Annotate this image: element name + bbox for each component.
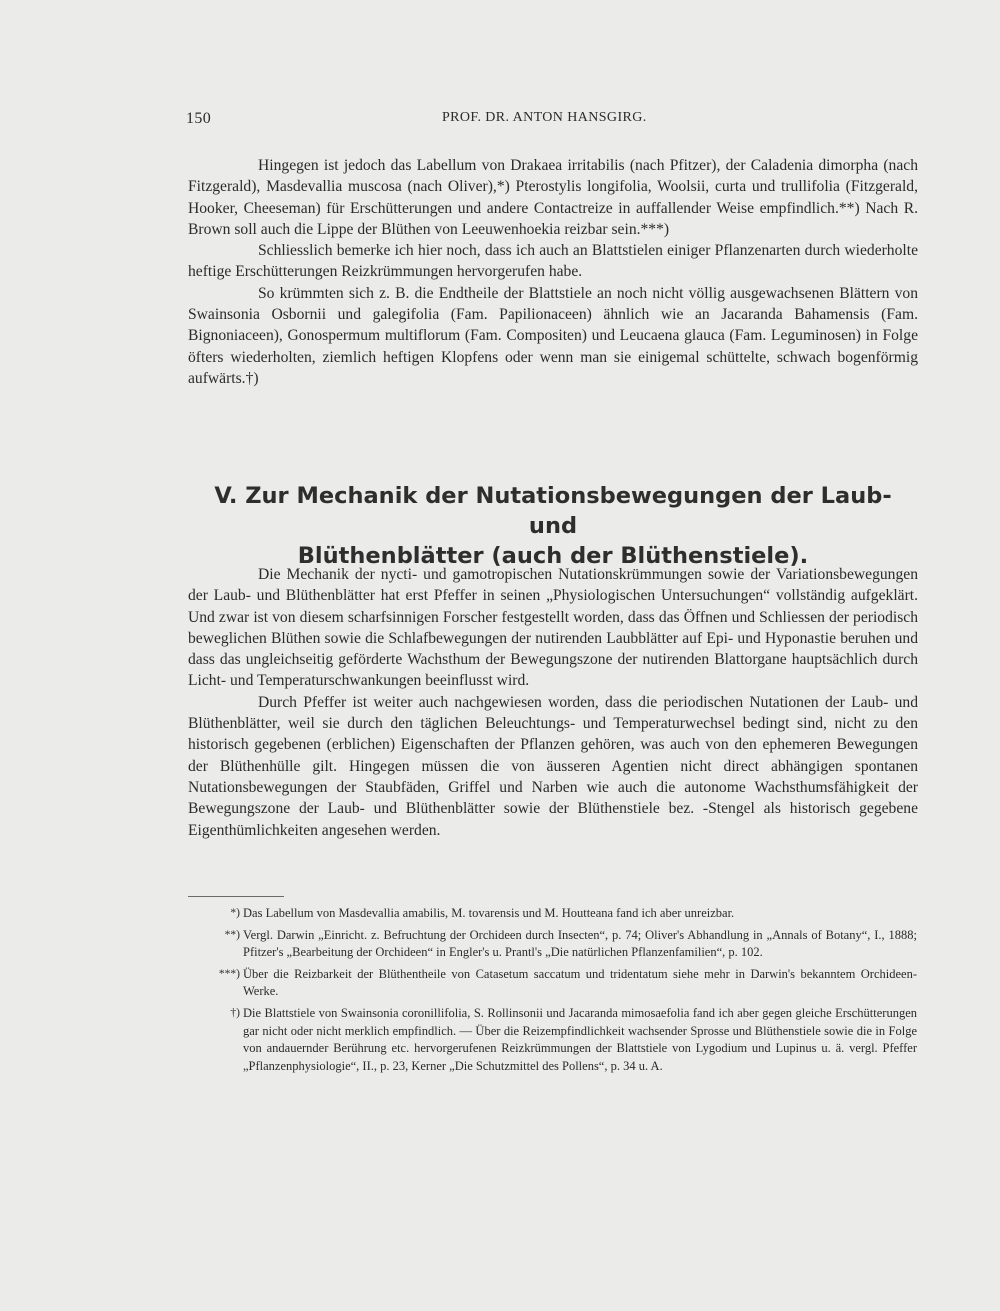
footnote (212, 1005, 917, 1075)
footnote (212, 966, 917, 1001)
paragraph: Durch Pfeffer ist weiter auch nachgewiesen worden, dass die periodischen Nutationen der Laub- und Blüthenblätter, weil sie durch den täglichen Beleuchtungs- und Temperaturwechsel bedingt sind, nicht zu den historisch gegebenen (erblichen) Eigenschaften der Pflanzen gehören, was auch von den ephemeren Bewegungen der Blüthenhülle gilt. Hingegen müssen die von äusseren Agentien nicht direct abhängigen spontanen Nutationsbewegungen der Staubfäden, Griffel und Narben wie auch die autonome Wachsthumsfähigkeit der Bewegungszone der Laub- und Blüthenblätter sowie der Blüthenstiele bez. -Stengel als historisch gegebene Eigenthümlichkeiten angesehen werden. (188, 693, 918, 839)
footnote (212, 927, 917, 962)
footnote-mark: ***) (218, 967, 240, 980)
footnote-mark: †) (230, 1006, 240, 1019)
footnote-mark: *) (230, 907, 240, 919)
page-header (186, 108, 920, 132)
paragraph: Die Mechanik der nycti- und gamotropischen Nutationskrümmungen sowie der Variationsbewegungen der Laub- und Blüthenblätter hat erst Pfeffer in seinen „Physiologischen Untersuchungen“ vollständig aufgeklärt. Und zwar ist von diesem scharfsinnigen Forscher festgestellt worden, dass das Öffnen und Schliessen der periodisch beweglichen Blüthen sowie die Schlafbewegungen der nutirenden Laubblätter auf Epi- und Hyponastie beruhen und dass das ungleichseitig geförderte Wachsthum der Bewegungszone der nutirenden Blattorgane hauptsächlich durch Licht- und Temperaturschwankungen beeinflusst wird. (188, 566, 918, 690)
footnote-text: Über die Reizbarkeit der Blüthentheile von Catasetum saccatum und tridentatum siehe mehr in Darwin's bekanntem Orchideen-Werke. (243, 966, 917, 999)
section-heading-line-2: Blüthenblätter (auch der Blüthenstiele). (297, 543, 809, 569)
section-heading (198, 481, 908, 571)
paragraph: So krümmten sich z. B. die Endtheile der Blattstiele an noch nicht völlig ausgewachsenen Blättern von Swainsonia Osbornii und galegifolia (Fam. Papilionaceen) ähnlich wie an Jacaranda Bahamensis (Fam. Bignoniaceen), Gonospermum multiflorum (Fam. Compositen) und Leucaena glauca (Fam. Leguminosen) in Folge öfters wiederholten, ziemlich heftigen Klopfens oder wenn man sie einigemal schüttelte, schwach bogenförmig aufwärts.†) (188, 284, 918, 387)
page-number: 150 (186, 110, 212, 127)
footnote (212, 905, 917, 923)
footnote-text: Vergl. Darwin „Einricht. z. Befruchtung der Orchideen durch Insecten“, p. 74; Oliver's Abhandlung in „Annals of Botany“, I., 1888; Pfitzer's „Bearbeitung der Orchideen“ in Engler's u. Prantl's „Die natürlichen Pflanzenfamilien“, p. 102. (243, 927, 917, 960)
section-heading-line-1: V. Zur Mechanik der Nutationsbewegungen der Laub- und (214, 483, 892, 539)
paragraph: Hingegen ist jedoch das Labellum von Drakaea irritabilis (nach Pfitzer), der Caladenia dimorpha (nach Fitzgerald), Masdevallia muscosa (nach Oliver),*) Pterostylis longifolia, Woolsii, curta und trullifolia (Fitzgerald, Hooker, Cheeseman) für Erschütterungen und andere Contactreize in auffallender Weise empfindlich.**) Nach R. Brown soll auch die Lippe der Blüthen von Leeuwenhoekia reizbar sein.***) (188, 157, 918, 238)
running-head: PROF. DR. ANTON HANSGIRG. (442, 110, 647, 125)
footnote-divider (188, 896, 284, 897)
footnote-text: Das Labellum von Masdevallia amabilis, M. tovarensis und M. Houtteana fand ich aber unreizbar. (243, 906, 735, 920)
paragraph: Schliesslich bemerke ich hier noch, dass ich auch an Blattstielen einiger Pflanzenarten durch wiederholte heftige Erschütterungen Reizkrümmungen hervorgerufen habe. (188, 242, 918, 281)
footnote-text: Die Blattstiele von Swainsonia coronillifolia, S. Rollinsonii und Jacaranda mimosaefolia fand ich aber gegen gleiche Erschütterungen gar nicht oder nicht merklich empfindlich. — Über die Reizempfindlichkeit wachsender Sprosse und Blüthenstiele sowie die in Folge von andauernder Berührung etc. hervorgerufenen Reizkrümmungen der Blattstiele von Lygodium und Lupinus u. ä. vergl. Pfeffer „Pflanzenphysiologie“, II., p. 23, Kerner „Die Schutzmittel des Pollens“, p. 34 u. A. (243, 1005, 917, 1073)
footnotes (212, 905, 917, 1079)
footnote-mark: **) (224, 928, 240, 941)
text-block-after-heading (188, 564, 918, 841)
text-block-before-heading (188, 155, 918, 389)
